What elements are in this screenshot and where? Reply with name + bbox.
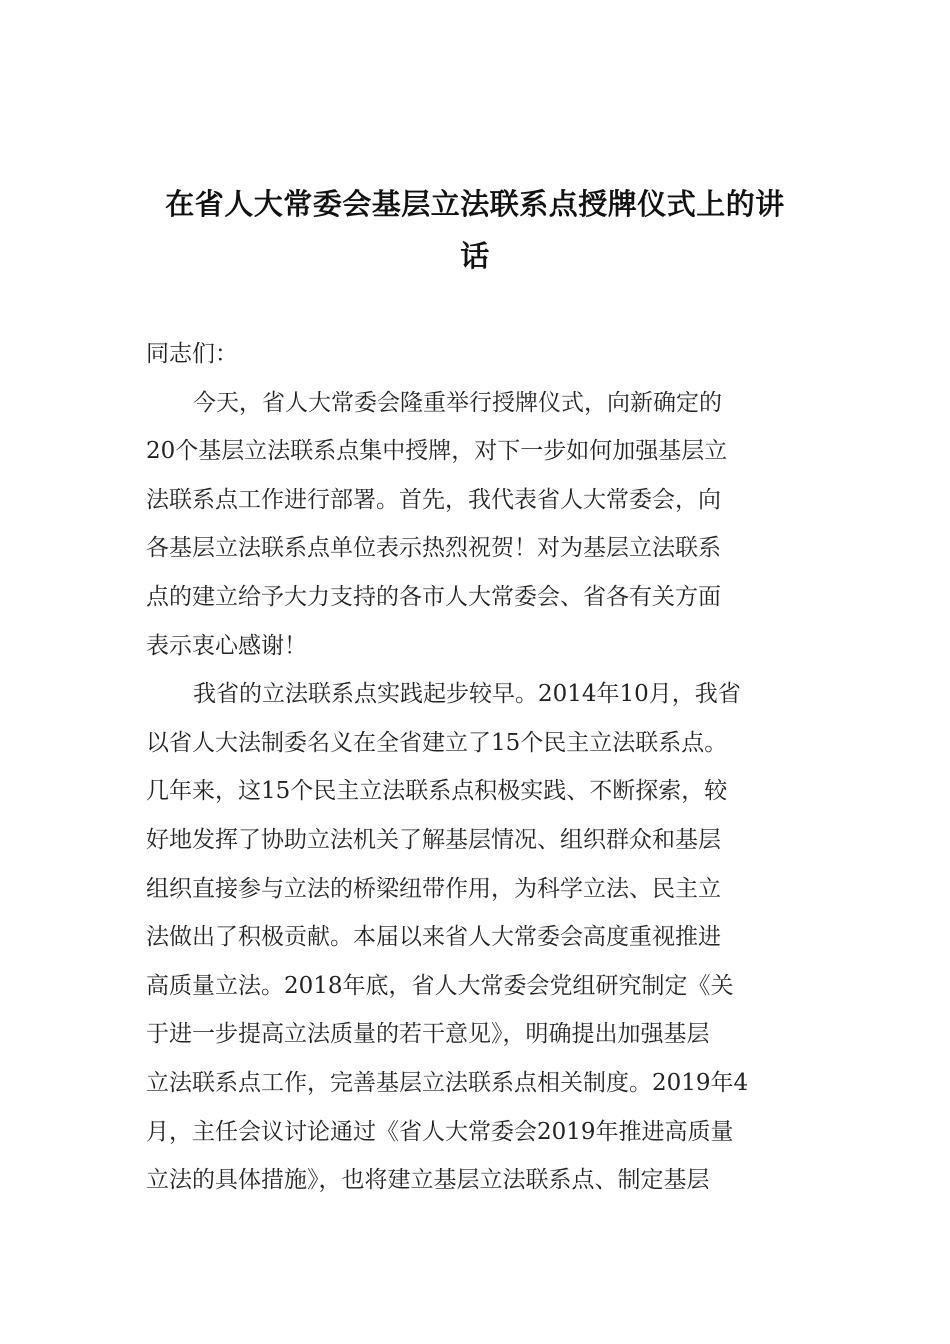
paragraph-line: 以省人大法制委名义在全省建立了15个民主立法联系点。 [146,729,728,756]
paragraph-line: 立法联系点工作，完善基层立法联系点相关制度。2019年4 [146,1069,749,1096]
paragraph-line: 高质量立法。2018年底，省人大常委会党组研究制定《关 [146,972,734,999]
paragraph-line: 法做出了积极贡献。本届以来省人大常委会高度重视推进 [146,924,721,951]
paragraph-line: 法联系点工作进行部署。首先，我代表省人大常委会，向 [146,486,721,513]
paragraph-line: 20个基层立法联系点集中授牌，对下一步如何加强基层立 [146,438,728,465]
paragraph-line: 立法的具体措施》，也将建立基层立法联系点、制定基层 [146,1167,710,1194]
paragraph-line: 点的建立给予大力支持的各市人大常委会、省各有关方面 [146,583,721,610]
document-body [146,330,826,1205]
paragraph-line: 组织直接参与立法的桥梁纽带作用，为科学立法、民主立 [146,875,721,902]
paragraph-line: 今天，省人大常委会隆重举行授牌仪式，向新确定的 [193,389,722,416]
title-line: 在省人大常委会基层立法联系点授牌仪式上的讲 [165,187,785,221]
paragraph-line: 几年来，这15个民主立法联系点积极实践、不断探索，较 [146,778,728,805]
salutation: 同志们： [146,341,238,367]
document-title [130,178,820,282]
title-line: 话 [460,239,490,273]
paragraph-line: 于进一步提高立法质量的若干意见》，明确提出加强基层 [146,1021,710,1048]
paragraph-line: 表示衷心感谢！ [146,632,307,659]
paragraph-line: 各基层立法联系点单位表示热烈祝贺！对为基层立法联系 [146,535,721,562]
paragraph-1 [146,379,826,671]
paragraph-2 [146,670,826,1205]
paragraph-line: 月，主任会议讨论通过《省人大常委会2019年推进高质量 [146,1118,734,1145]
paragraph-line: 我省的立法联系点实践起步较早。2014年10月，我省 [193,681,741,708]
paragraph-line: 好地发挥了协助立法机关了解基层情况、组织群众和基层 [146,826,721,853]
